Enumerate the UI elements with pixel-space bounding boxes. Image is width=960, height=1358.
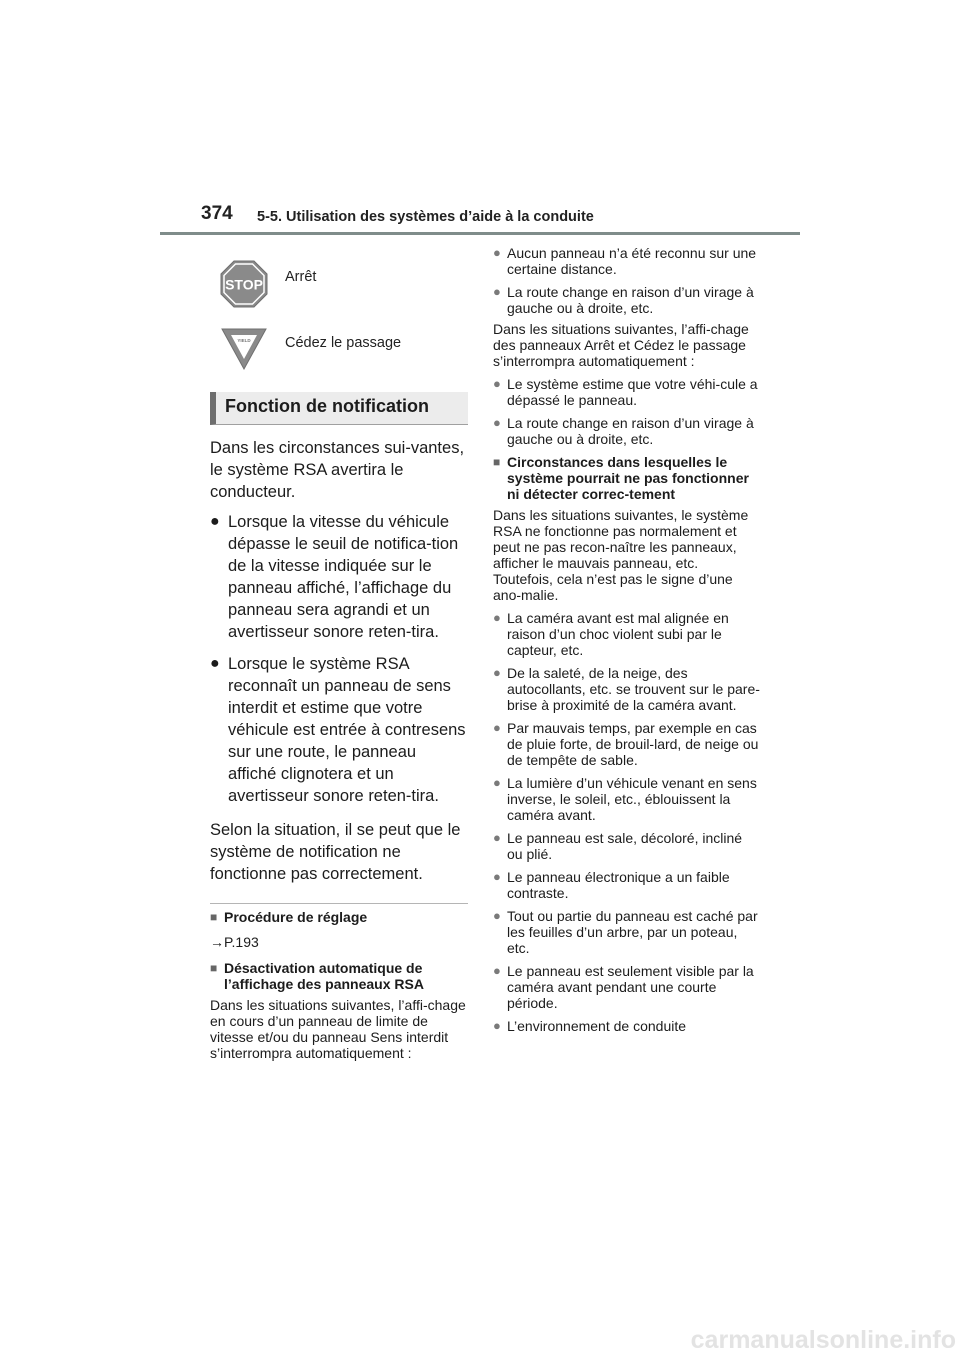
list-item: [493, 415, 761, 447]
bullet-circle-icon: ●: [493, 665, 501, 680]
list-item: [493, 963, 761, 1011]
square-bullet-icon: ■: [210, 910, 218, 924]
list-item-text: Le panneau est sale, décoloré, incliné ou plié.: [507, 830, 743, 862]
section-divider: [210, 903, 468, 904]
stop-sign-icon: [220, 260, 268, 308]
list-item: [493, 720, 761, 768]
list-item-text: La caméra avant est mal alignée en raison d’un choc violent subi par le capteur, etc.: [507, 610, 729, 658]
list-item-text: Aucun panneau n’a été reconnu sur une certaine distance.: [507, 245, 757, 277]
list-item-text: La lumière d’un véhicule venant en sens inverse, le soleil, etc., éblouissent la caméra avant.: [507, 775, 757, 823]
sign-label-yield: Cédez le passage: [285, 335, 402, 351]
bullet-circle-icon: ●: [493, 963, 501, 978]
list-item: [493, 869, 761, 901]
watermark-logo: [628, 1318, 958, 1358]
list-item-text: La route change en raison d’un virage à gauche ou à droite, etc.: [507, 415, 754, 447]
bullet-circle-icon: ●: [493, 1018, 501, 1033]
yield-sign-icon: [221, 328, 267, 370]
bullet-circle-icon: ●: [493, 720, 501, 735]
bullet-dot-icon: ●: [210, 655, 220, 672]
bullet-circle-icon: ●: [493, 830, 501, 845]
list-item: [210, 511, 468, 643]
bullet-circle-icon: ●: [493, 775, 501, 790]
sign-row-stop: [210, 240, 468, 310]
list-item: [493, 830, 761, 862]
list-item-text: Le système estime que votre véhi-cule a dépassé le panneau.: [507, 376, 758, 408]
list-item-text: De la saleté, de la neige, des autocollants, etc. se trouvent sur le pare-brise à proximité de la caméra avant.: [507, 665, 760, 713]
list-item-text: La route change en raison d’un virage à gauche ou à droite, etc.: [507, 284, 754, 316]
procedure-title: Procédure de réglage: [224, 909, 368, 925]
bullet-circle-icon: ●: [493, 284, 501, 299]
intro-paragraph: Dans les circonstances sui-vantes, le système RSA avertira le conducteur.: [210, 439, 465, 501]
bullet-circle-icon: ●: [493, 869, 501, 884]
list-item-text: L’environnement de conduite: [507, 1018, 687, 1034]
circumstances-title: Circonstances dans lesquelles le système pourrait ne pas fonctionner ni détecter correc-tement: [507, 454, 749, 502]
list-item: [493, 610, 761, 658]
page-reference-text: P.193: [224, 934, 259, 950]
page-number: 374: [201, 203, 233, 224]
bullet-circle-icon: ●: [493, 376, 501, 391]
list-item-text: Lorsque la vitesse du véhicule dépasse le seuil de notifica-tion de la vitesse indiquée sur le panneau affiché, l’affichage du panneau sera agrandi et un avertisseur sonore reten-tira.: [228, 513, 459, 641]
watermark-text: carmanualsonline.info: [690, 1326, 956, 1354]
list-item-text: Le panneau électronique a un faible contraste.: [507, 869, 730, 901]
deactivation-heading: [210, 960, 468, 992]
sign-label-stop: Arrêt: [285, 269, 317, 285]
bullet-circle-icon: ●: [493, 245, 501, 260]
circumstances-heading: [493, 454, 761, 502]
sign-row-yield: [210, 310, 468, 370]
list-item-text: Par mauvais temps, par exemple en cas de pluie forte, de brouil-lard, de neige ou de tempête de sable.: [507, 720, 759, 768]
left-column: [210, 240, 468, 1061]
section-title: 5-5. Utilisation des systèmes d’aide à la conduite: [257, 209, 594, 225]
list-item: [493, 245, 761, 277]
list-item: [493, 775, 761, 823]
header-rule: [160, 232, 800, 235]
notification-heading: Fonction de notification: [210, 392, 468, 425]
page-reference[interactable]: [210, 934, 468, 950]
stop-sign-text: STOP: [225, 276, 263, 293]
list-item: [493, 908, 761, 956]
list-item: [493, 1018, 761, 1034]
deactivation-title: Désactivation automatique de l’affichage des panneaux RSA: [224, 960, 424, 992]
bullet-circle-icon: ●: [493, 610, 501, 625]
bullet-dot-icon: ●: [210, 513, 220, 530]
circumstances-paragraph: Dans les situations suivantes, le système RSA ne fonctionne pas normalement et peut ne pas recon-naître les panneaux, afficher le mauvais panneau, etc. Toutefois, cela n’est pas le signe d’une ano-malie.: [493, 507, 749, 603]
list-item: [493, 665, 761, 713]
yield-sign-text: YIELD: [237, 338, 251, 343]
stop-yield-paragraph: Dans les situations suivantes, l’affi-chage des panneaux Arrêt et Cédez le passage s’interrompra automatiquement :: [493, 321, 749, 369]
list-item: [210, 653, 468, 807]
list-item-text: Le panneau est seulement visible par la caméra avant pendant une courte période.: [507, 963, 754, 1011]
list-item: [493, 376, 761, 408]
right-column: [493, 243, 761, 1034]
deactivation-paragraph: Dans les situations suivantes, l’affi-chage en cours d’un panneau de limite de vitesse et/ou du panneau Sens interdit s’interrompra automatiquement :: [210, 997, 466, 1061]
square-bullet-icon: ■: [493, 455, 501, 469]
bullet-circle-icon: ●: [493, 415, 501, 430]
page-header: [0, 0, 960, 240]
list-item-text: Tout ou partie du panneau est caché par les feuilles d’un arbre, par un poteau, etc.: [507, 908, 758, 956]
square-bullet-icon: ■: [210, 961, 218, 975]
arrow-right-icon: →: [210, 934, 224, 950]
bullet-circle-icon: ●: [493, 908, 501, 923]
list-item-text: Lorsque le système RSA reconnaît un panneau de sens interdit et estime que votre véhicule est entrée à contresens sur une route, le panneau affiché clignotera et un avertisseur sonore reten-tira.: [228, 655, 466, 805]
procedure-heading: [210, 909, 468, 925]
closing-paragraph: Selon la situation, il se peut que le système de notification ne fonctionne pas correctement.: [210, 821, 461, 883]
list-item: [493, 284, 761, 316]
